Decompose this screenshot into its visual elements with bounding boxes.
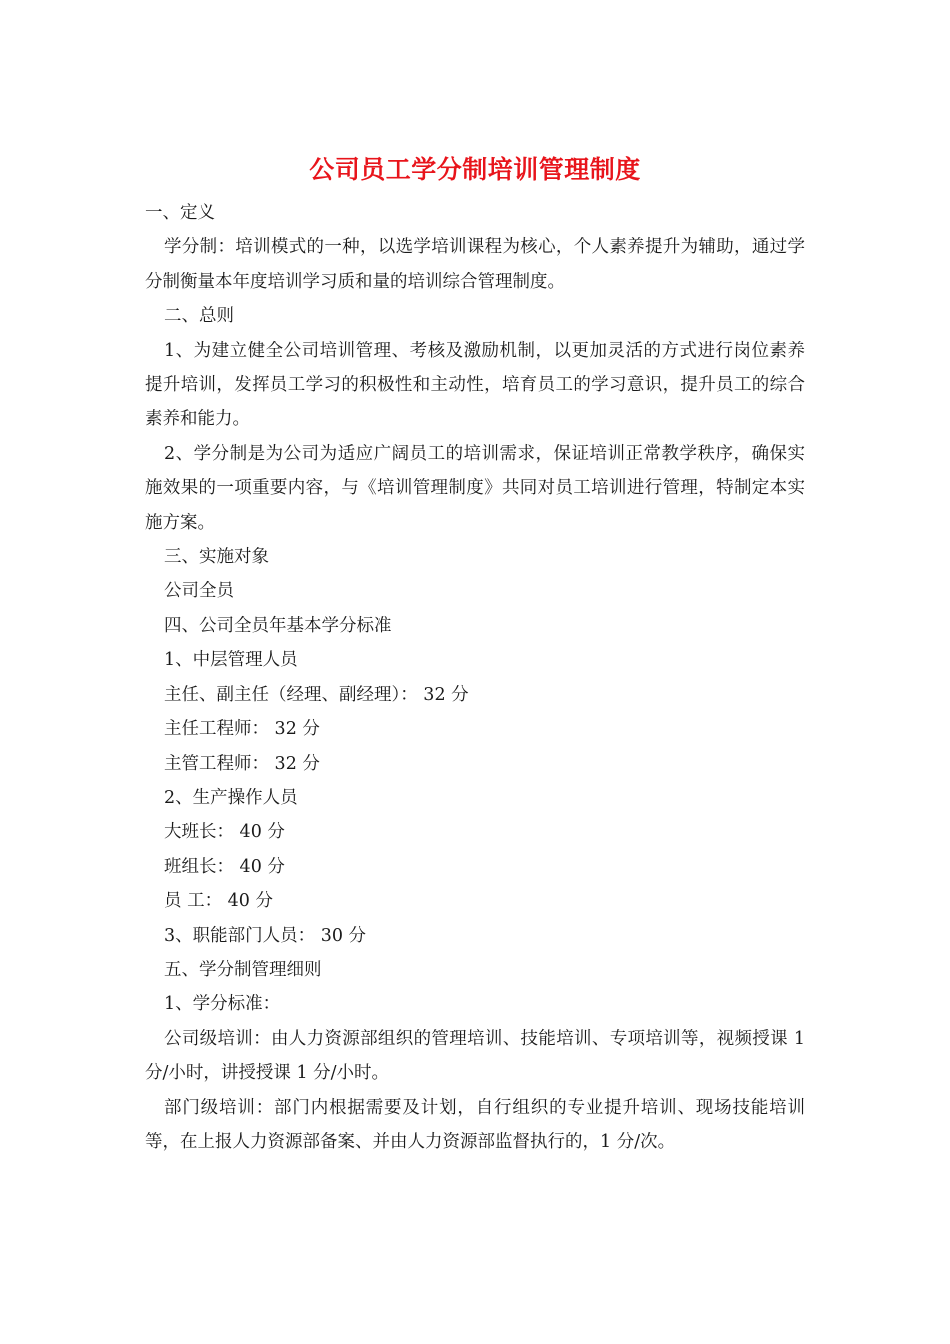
list-item: 班组长： 40 分 [164,856,285,877]
list-item: 大班长： 40 分 [164,822,285,843]
list-item: 主管工程师： 32 分 [164,753,320,774]
paragraph-company-training: 公司级培训：由人力资源部组织的管理培训、技能培训、专项培训等，视频授课 1 分/小时，讲授授课 1 分/小时。 [145,1028,805,1084]
section-heading-rules: 五、学分制管理细则 [164,959,322,980]
document-body [145,196,805,1159]
paragraph-scope: 公司全员 [164,581,234,602]
list-item: 3、职能部门人员： 30 分 [164,925,367,946]
section-heading-general: 二、总则 [164,306,234,327]
section-heading-scope: 三、实施对象 [164,547,269,568]
list-item: 员 工： 40 分 [164,891,273,912]
document-title: 公司员工学分制培训管理制度 [309,155,641,184]
paragraph-general-2: 2、学分制是为公司为适应广阔员工的培训需求，保证培训正常教学秩序，确保实施效果的一项重要内容，与《培训管理制度》共同对员工培训进行管理，特制定本实施方案。 [145,443,805,533]
paragraph-general-1: 1、为建立健全公司培训管理、考核及激励机制，以更加灵活的方式进行岗位素养提升培训，发挥员工学习的积极性和主动性，培育员工的学习意识，提升员工的综合素养和能力。 [145,340,805,430]
list-item: 2、生产操作人员 [164,787,298,808]
list-item: 主任、副主任（经理、副经理）： 32 分 [164,684,469,705]
section-heading-definition: 一、定义 [145,203,215,223]
list-item: 1、学分标准： [164,994,281,1015]
section-heading-credit-standard: 四、公司全员年基本学分标准 [164,615,392,636]
list-item: 主任工程师： 32 分 [164,719,320,740]
paragraph-department-training: 部门级培训：部门内根据需要及计划，自行组织的专业提升培训、现场技能培训等，在上报人力资源部备案、并由人力资源部监督执行的，1 分/次。 [145,1097,805,1152]
paragraph-definition: 学分制：培训模式的一种，以选学培训课程为核心，个人素养提升为辅助，通过学分制衡量本年度培训学习质和量的培训综合管理制度。 [145,237,805,292]
list-item: 1、中层管理人员 [164,650,298,671]
